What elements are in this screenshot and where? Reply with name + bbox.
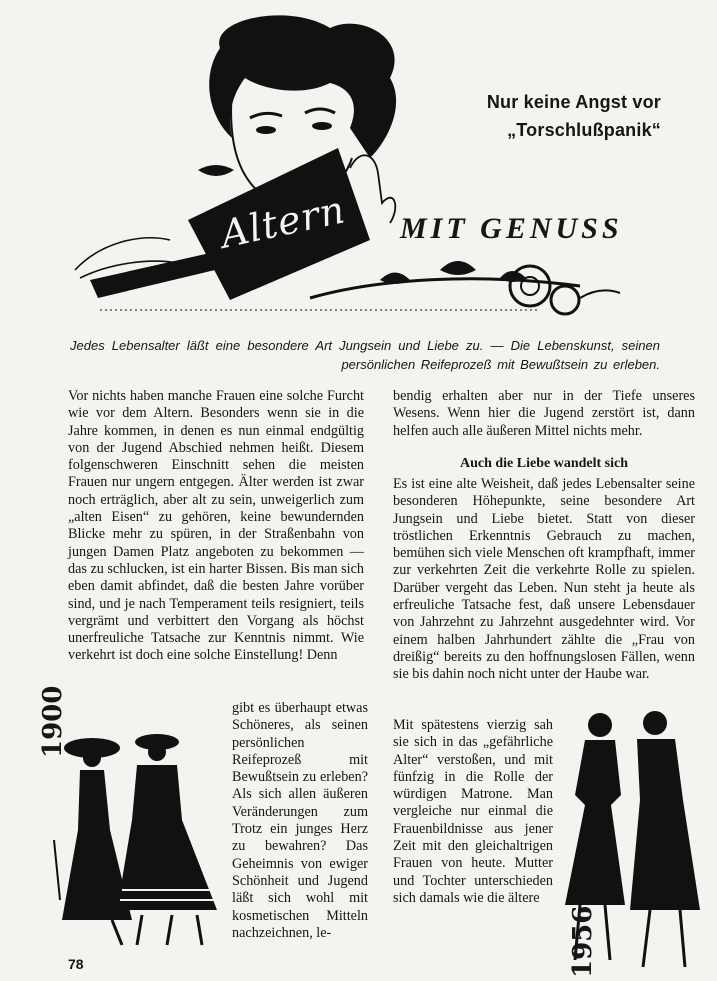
fashion-1900-illustration — [52, 720, 232, 950]
headline — [487, 88, 661, 144]
title-script: Altern — [216, 187, 350, 257]
column-2-body: Es ist eine alte Weisheit, daß jedes Lebensalter seine besonderen Höhepunkte, seine besondere Art Jungsein und Liebe bietet. Statt von dieser tröstlichen Erkenntnis Gebrauch zu machen, bemühen sich viele Menschen oft krampfhaft, immer zur verkehrten Zeit die verkehrte Rolle zu spielen. Darüber vergeht das Leben. Nun steht ja heute als erfreuliche Tatsache fest, daß unsere Lebensdauer von Jahrzehnt zu Jahrzehnt ausgedehnter wird. Vor einem halben Jahrhundert zählte die „Frau von dreißig“ bereits zu den hoffnungslosen Fällen, wenn sie bis dahin noch nicht unter der Haube war. — [393, 476, 695, 683]
headline-line2: „Torschlußpanik“ — [507, 120, 661, 140]
year-1956: 1956 — [568, 905, 598, 978]
title-rest: MIT GENUSS — [400, 212, 623, 245]
column-1-narrow: gibt es überhaupt etwas Schöneres, als seinen persönlichen Reifeprozeß mit Bewußtsein zu erleben? Als sich allen äußeren Veränderungen zum Trotz ein junges Herz zu bewahren? Das Geheimnis von ewiger Schönheit und Jugend läßt sich wohl mit kosmetischen Mitteln nachzeichnen, le- — [232, 700, 368, 941]
headline-line1: Nur keine Angst vor — [486, 92, 661, 112]
header-illustration — [60, 8, 660, 318]
intro-text: Jedes Lebensalter läßt eine besondere Art Jungsein und Liebe zu. — Die Lebenskunst, seinen persönlichen Reifeprozeß mit Bewußtsein zu erleben. — [70, 338, 660, 372]
column-2-narrow: Mit spätestens vierzig sah sie sich in das „gefährliche Alter“ verstoßen, und mit fünfzig in die Rolle der würdigen Matrone. Man vergleiche nur einmal die Frauenbildnisse aus jener Zeit mit den gleichaltrigen Frauen von heute. Mutter und Tochter unterschieden sich damals wie die ältere — [393, 717, 553, 906]
subheading: Auch die Liebe wandelt sich — [459, 456, 628, 471]
page-number: 78 — [68, 956, 84, 972]
year-1900: 1900 — [38, 685, 68, 758]
column-1-paragraph: Vor nichts haben manche Frauen eine solche Furcht wie vor dem Altern. Besonders wenn sie in die Jahre kommen, in denen es nun einmal endgültig von der Jugend Abschied nehmen heißt. Diesem folgenschweren Einschnitt sehen die meisten Frauen nur ungern entgegen. Älter werden ist zwar noch erträglich, aber alt zu sein, unweigerlich zum „alten Eisen“ zu gehören, keine bewundernden Blicke mehr zu spüren, in der Straßenbahn von jungen Damen Platz angeboten zu bekommen — das zu schlucken, ist ein harter Bissen. Bis man sich eben damit abfindet, daß die besten Jahre vorüber sind, und je nach Temperament teils resigniert, teils vergrämt und verbittert den Vorgang als höchst unerfreuliche Tatsache zur Kenntnis nimmt. Wie verkehrt ist doch eine solche Einstellung! Denn — [68, 388, 364, 664]
column-2-top: bendig erhalten aber nur in der Tiefe unseres Wesens. Wenn hier die Jugend zerstört ist, dann helfen auch alle äußeren Mittel nichts mehr. — [393, 388, 695, 439]
column-1 — [68, 388, 364, 665]
